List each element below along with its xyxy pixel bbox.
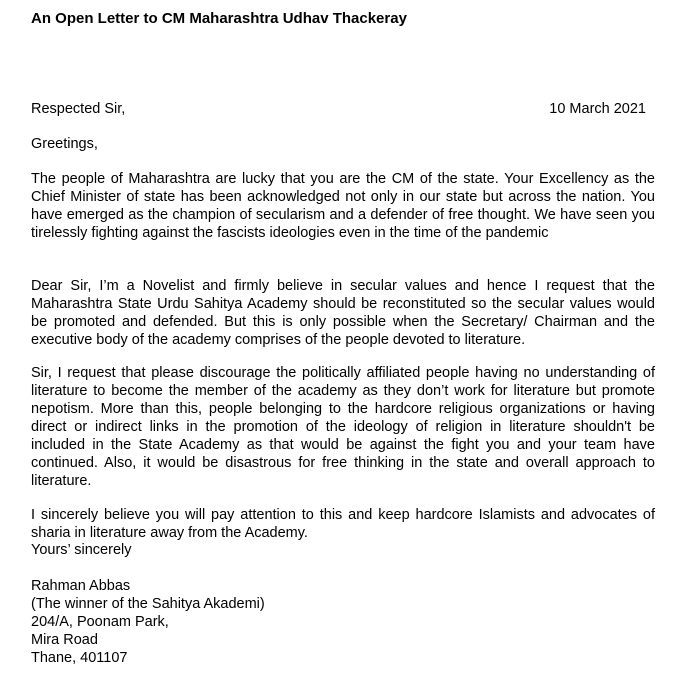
signature-address-line1: 204/A, Poonam Park,	[31, 614, 169, 630]
letter-title: An Open Letter to CM Maharashtra Udhav Thackeray	[31, 10, 407, 27]
paragraph-intro: The people of Maharashtra are lucky that you are the CM of the state. Your Excellency as the Chief Minister of state has been acknowledged not only in our state but across the nation. You have emerged as the champion of secularism and a defender of free thought. We have seen you tirelessly fighting against the fascists ideologies even in the time of the pandemic	[31, 171, 655, 241]
signature-address-line3: Thane, 401107	[31, 650, 128, 666]
paragraph-conclusion: I sincerely believe you will pay attention to this and keep hardcore Islamists and advocates of sharia in literature away from the Academy.	[31, 507, 655, 541]
signature-block	[31, 577, 265, 667]
letter-date: 10 March 2021	[549, 101, 646, 117]
signature-name: Rahman Abbas	[31, 578, 131, 594]
signature-address-line2: Mira Road	[31, 632, 98, 648]
signature-designation: (The winner of the Sahitya Akademi)	[31, 596, 265, 612]
greeting: Greetings,	[31, 136, 98, 152]
salutation: Respected Sir,	[31, 101, 126, 117]
closing: Yours’ sincerely	[31, 542, 132, 558]
paragraph-concerns: Sir, I request that please discourage the politically affiliated people having no understanding of literature to become the member of the academy as they don’t work for literature but promote nepotism. More than this, people belonging to the hardcore religious organizations or having direct or indirect links in the promotion of the ideology of religion in literature shouldn't be included in the State Academy as that would be against the fight you and your team have continued. Also, it would be disastrous for free thinking in the state and overall approach to literature.	[31, 365, 655, 489]
paragraph-request: Dear Sir, I’m a Novelist and firmly believe in secular values and hence I request that the Maharashtra State Urdu Sahitya Academy should be reconstituted so the secular values would be promoted and defended. But this is only possible when the Secretary/ Chairman and the executive body of the academy comprises of the people devoted to literature.	[31, 278, 655, 348]
